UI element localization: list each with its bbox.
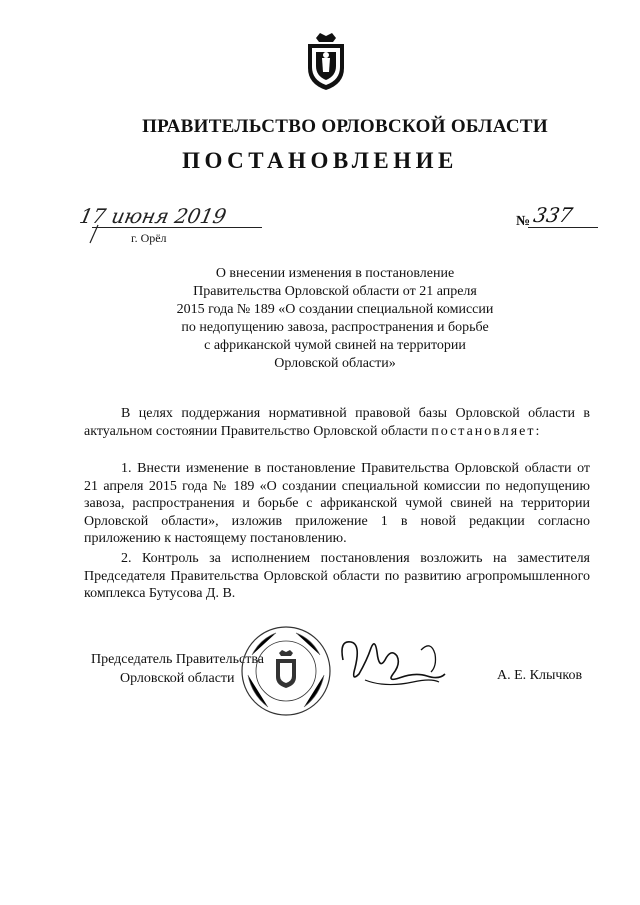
subject-line: Правительства Орловской области от 21 апреля (193, 284, 477, 299)
subject-line: 2015 года № 189 «О создании специальной комиссии (176, 302, 494, 317)
oryol-coat-of-arms-icon (302, 30, 350, 92)
subject-line: Орловской области» (274, 356, 396, 371)
item-2-paragraph: 2. Контроль за исполнением постановления возложить на заместителя Председателя Правительства Орловской области по развитию агропромышленного комплекса Бутусова Д. В. (84, 551, 590, 601)
number-underline (528, 227, 598, 228)
date-underline (92, 227, 262, 228)
signer-title-line: Орловской области (120, 671, 235, 686)
city-label: г. Орёл (131, 231, 167, 245)
number-sign: № (516, 214, 531, 229)
org-title: ПРАВИТЕЛЬСТВО ОРЛОВСКОЙ ОБЛАСТИ (142, 116, 548, 137)
handwritten-number: 337 (531, 203, 575, 227)
signer-title (91, 650, 264, 688)
signer-name: А. Е. Клычков (497, 668, 583, 683)
official-seal-icon (240, 625, 332, 717)
resolves-word: постановляет: (431, 423, 542, 439)
signer-title-line: Председатель Правительства (91, 652, 264, 667)
document-subject (140, 265, 530, 373)
preamble-paragraph (84, 405, 590, 440)
handwritten-signature-icon (335, 630, 450, 695)
handwritten-date: 17 июня 2019 (77, 204, 229, 228)
subject-line: О внесении изменения в постановление (215, 266, 455, 281)
subject-line: по недопущению завоза, распространения и борьбе (181, 320, 489, 335)
date-stroke (86, 224, 116, 244)
document-type: ПОСТАНОВЛЕНИЕ (182, 148, 458, 173)
preamble-text: В целях поддержания нормативной правовой базы Орловской области в актуальном состоянии Правительство Орловской области (84, 406, 590, 439)
subject-line: с африканской чумой свиней на территории (204, 338, 466, 353)
item-1-paragraph: 1. Внести изменение в постановление Правительства Орловской области от 21 апреля 2015 года № 189 «О создании специальной комиссии по недопущению завоза, распространения и борьбе с африканской чумой свиней на территории Орловской области», изложив приложение 1 в новой редакции согласно приложению к настоящему постановлению. (84, 461, 590, 546)
